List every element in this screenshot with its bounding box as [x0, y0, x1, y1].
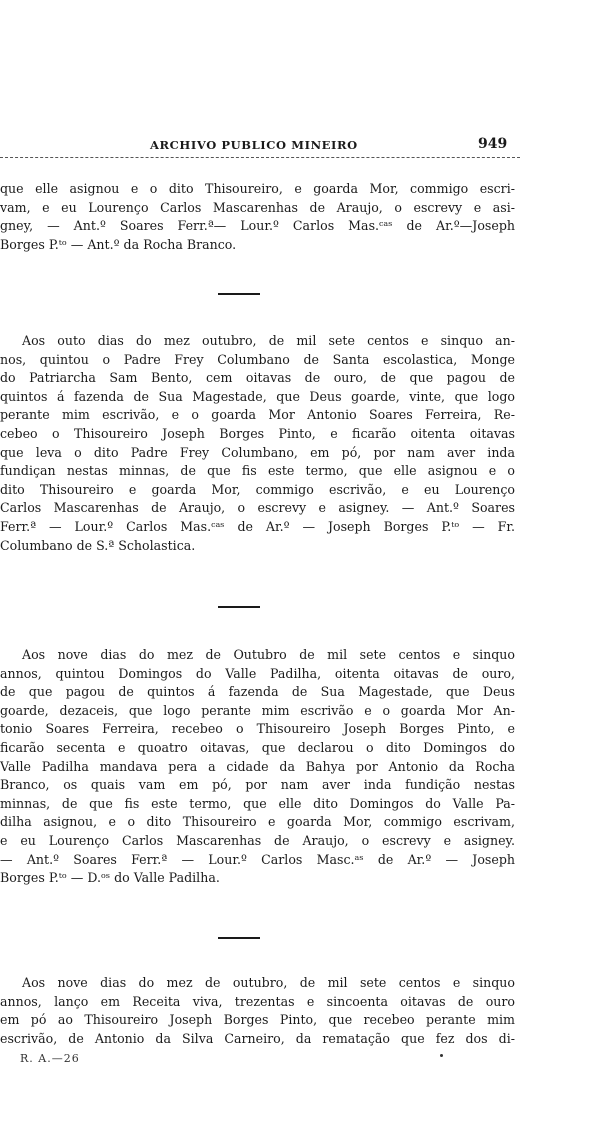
text-line: escrivão, de Antonio da Silva Carneiro, da rematação que fez dos di- [0, 1030, 515, 1046]
text-line: — Ant.º Soares Ferr.ª — Lour.º Carlos Masc.ᵃˢ de Ar.º — Joseph [0, 851, 515, 867]
text-line: Columbano de S.ª Scholastica. [0, 537, 196, 553]
text-line: fundiçan nestas minnas, de que fis este termo, que elle asignou e o [0, 463, 515, 479]
section-separator [218, 293, 260, 295]
text-line: e eu Lourenço Carlos Mascarenhas de Araujo, o escrevy e asigney. [0, 832, 515, 848]
paragraph-2 [0, 332, 515, 555]
print-dot [440, 1054, 443, 1057]
text-line: quintos á fazenda de Sua Magestade, que Deus goarde, vinte, que logo [0, 388, 515, 404]
text-line: que leva o dito Padre Frey Columbano, em pó, por nam aver inda [0, 444, 515, 460]
text-line: vam, e eu Lourenço Carlos Mascarenhas de Araujo, o escrevy e asi- [0, 199, 515, 215]
text-line: Aos nove dias do mez de outubro, de mil sete centos e sinquo [22, 975, 515, 990]
paragraph-4 [0, 974, 515, 1048]
text-line: dito Thisoureiro e goarda Mor, commigo escrivão, e eu Lourenço [0, 481, 515, 497]
text-line: Aos nove dias do mez de Outubro de mil sete centos e sinquo [22, 647, 515, 662]
text-line: de que pagou de quintos á fazenda de Sua Magestade, que Deus [0, 684, 515, 700]
text-line: dilha asignou, e o dito Thisoureiro e goarda Mor, commigo escrivam, [0, 814, 515, 830]
signature-mark: R. A.—26 [20, 1052, 80, 1065]
text-line: Borges P.ᵗᵒ — Ant.º da Rocha Branco. [0, 236, 237, 252]
text-line: Ferr.ª — Lour.º Carlos Mas.ᶜᵃˢ de Ar.º — Joseph Borges P.ᵗᵒ — Fr. [0, 518, 515, 534]
section-separator [218, 937, 260, 939]
text-line: tonio Soares Ferreira, recebeo o Thisoureiro Joseph Borges Pinto, e [0, 721, 515, 737]
text-line: ficarão secenta e quoatro oitavas, que declarou o dito Domingos do [0, 739, 515, 755]
text-line: Valle Padilha mandava pera a cidade da Bahya por Antonio da Rocha [0, 758, 515, 774]
text-line: perante mim escrivão, e o goarda Mor Antonio Soares Ferreira, Re- [0, 407, 515, 423]
text-line: annos, quintou Domingos do Valle Padilha, oitenta oitavas de ouro, [0, 665, 515, 681]
text-line: goarde, dezaceis, que logo perante mim escrivão e o goarda Mor An- [0, 702, 515, 718]
header-title: ARCHIVO PUBLICO MINEIRO [150, 138, 358, 152]
text-line: do Patriarcha Sam Bento, cem oitavas de ouro, de que pagou de [0, 370, 515, 386]
section-separator [218, 606, 260, 608]
text-line: Borges P.ᵗᵒ — D.ᵒˢ do Valle Padilha. [0, 870, 220, 886]
text-line: Aos outo dias do mez outubro, de mil sete centos e sinquo an- [22, 333, 515, 348]
text-line: Branco, os quais vam em pó, por nam aver inda fundição nestas [0, 777, 515, 793]
running-header [0, 136, 520, 156]
header-rule [0, 157, 520, 158]
text-line: gney, — Ant.º Soares Ferr.ª— Lour.º Carlos Mas.ᶜᵃˢ de Ar.º—Joseph [0, 218, 515, 234]
text-line: minnas, de que fis este termo, que elle dito Domingos do Valle Pa- [0, 795, 515, 811]
text-line: cebeo o Thisoureiro Joseph Borges Pinto, e ficarão oitenta oitavas [0, 425, 515, 441]
text-line: Carlos Mascarenhas de Araujo, o escrevy e asigney. — Ant.º Soares [0, 500, 515, 516]
text-line: que elle asignou e o dito Thisoureiro, e goarda Mor, commigo escri- [0, 181, 515, 196]
text-line: nos, quintou o Padre Frey Columbano de Santa escolastica, Monge [0, 351, 515, 367]
text-line: annos, lanço em Receita viva, trezentas e sincoenta oitavas de ouro [0, 993, 515, 1009]
paragraph-1 [0, 180, 515, 254]
page-number: 949 [478, 136, 508, 152]
paragraph-3 [0, 646, 515, 888]
text-line: em pó ao Thisoureiro Joseph Borges Pinto, que recebeo perante mim [0, 1012, 515, 1028]
